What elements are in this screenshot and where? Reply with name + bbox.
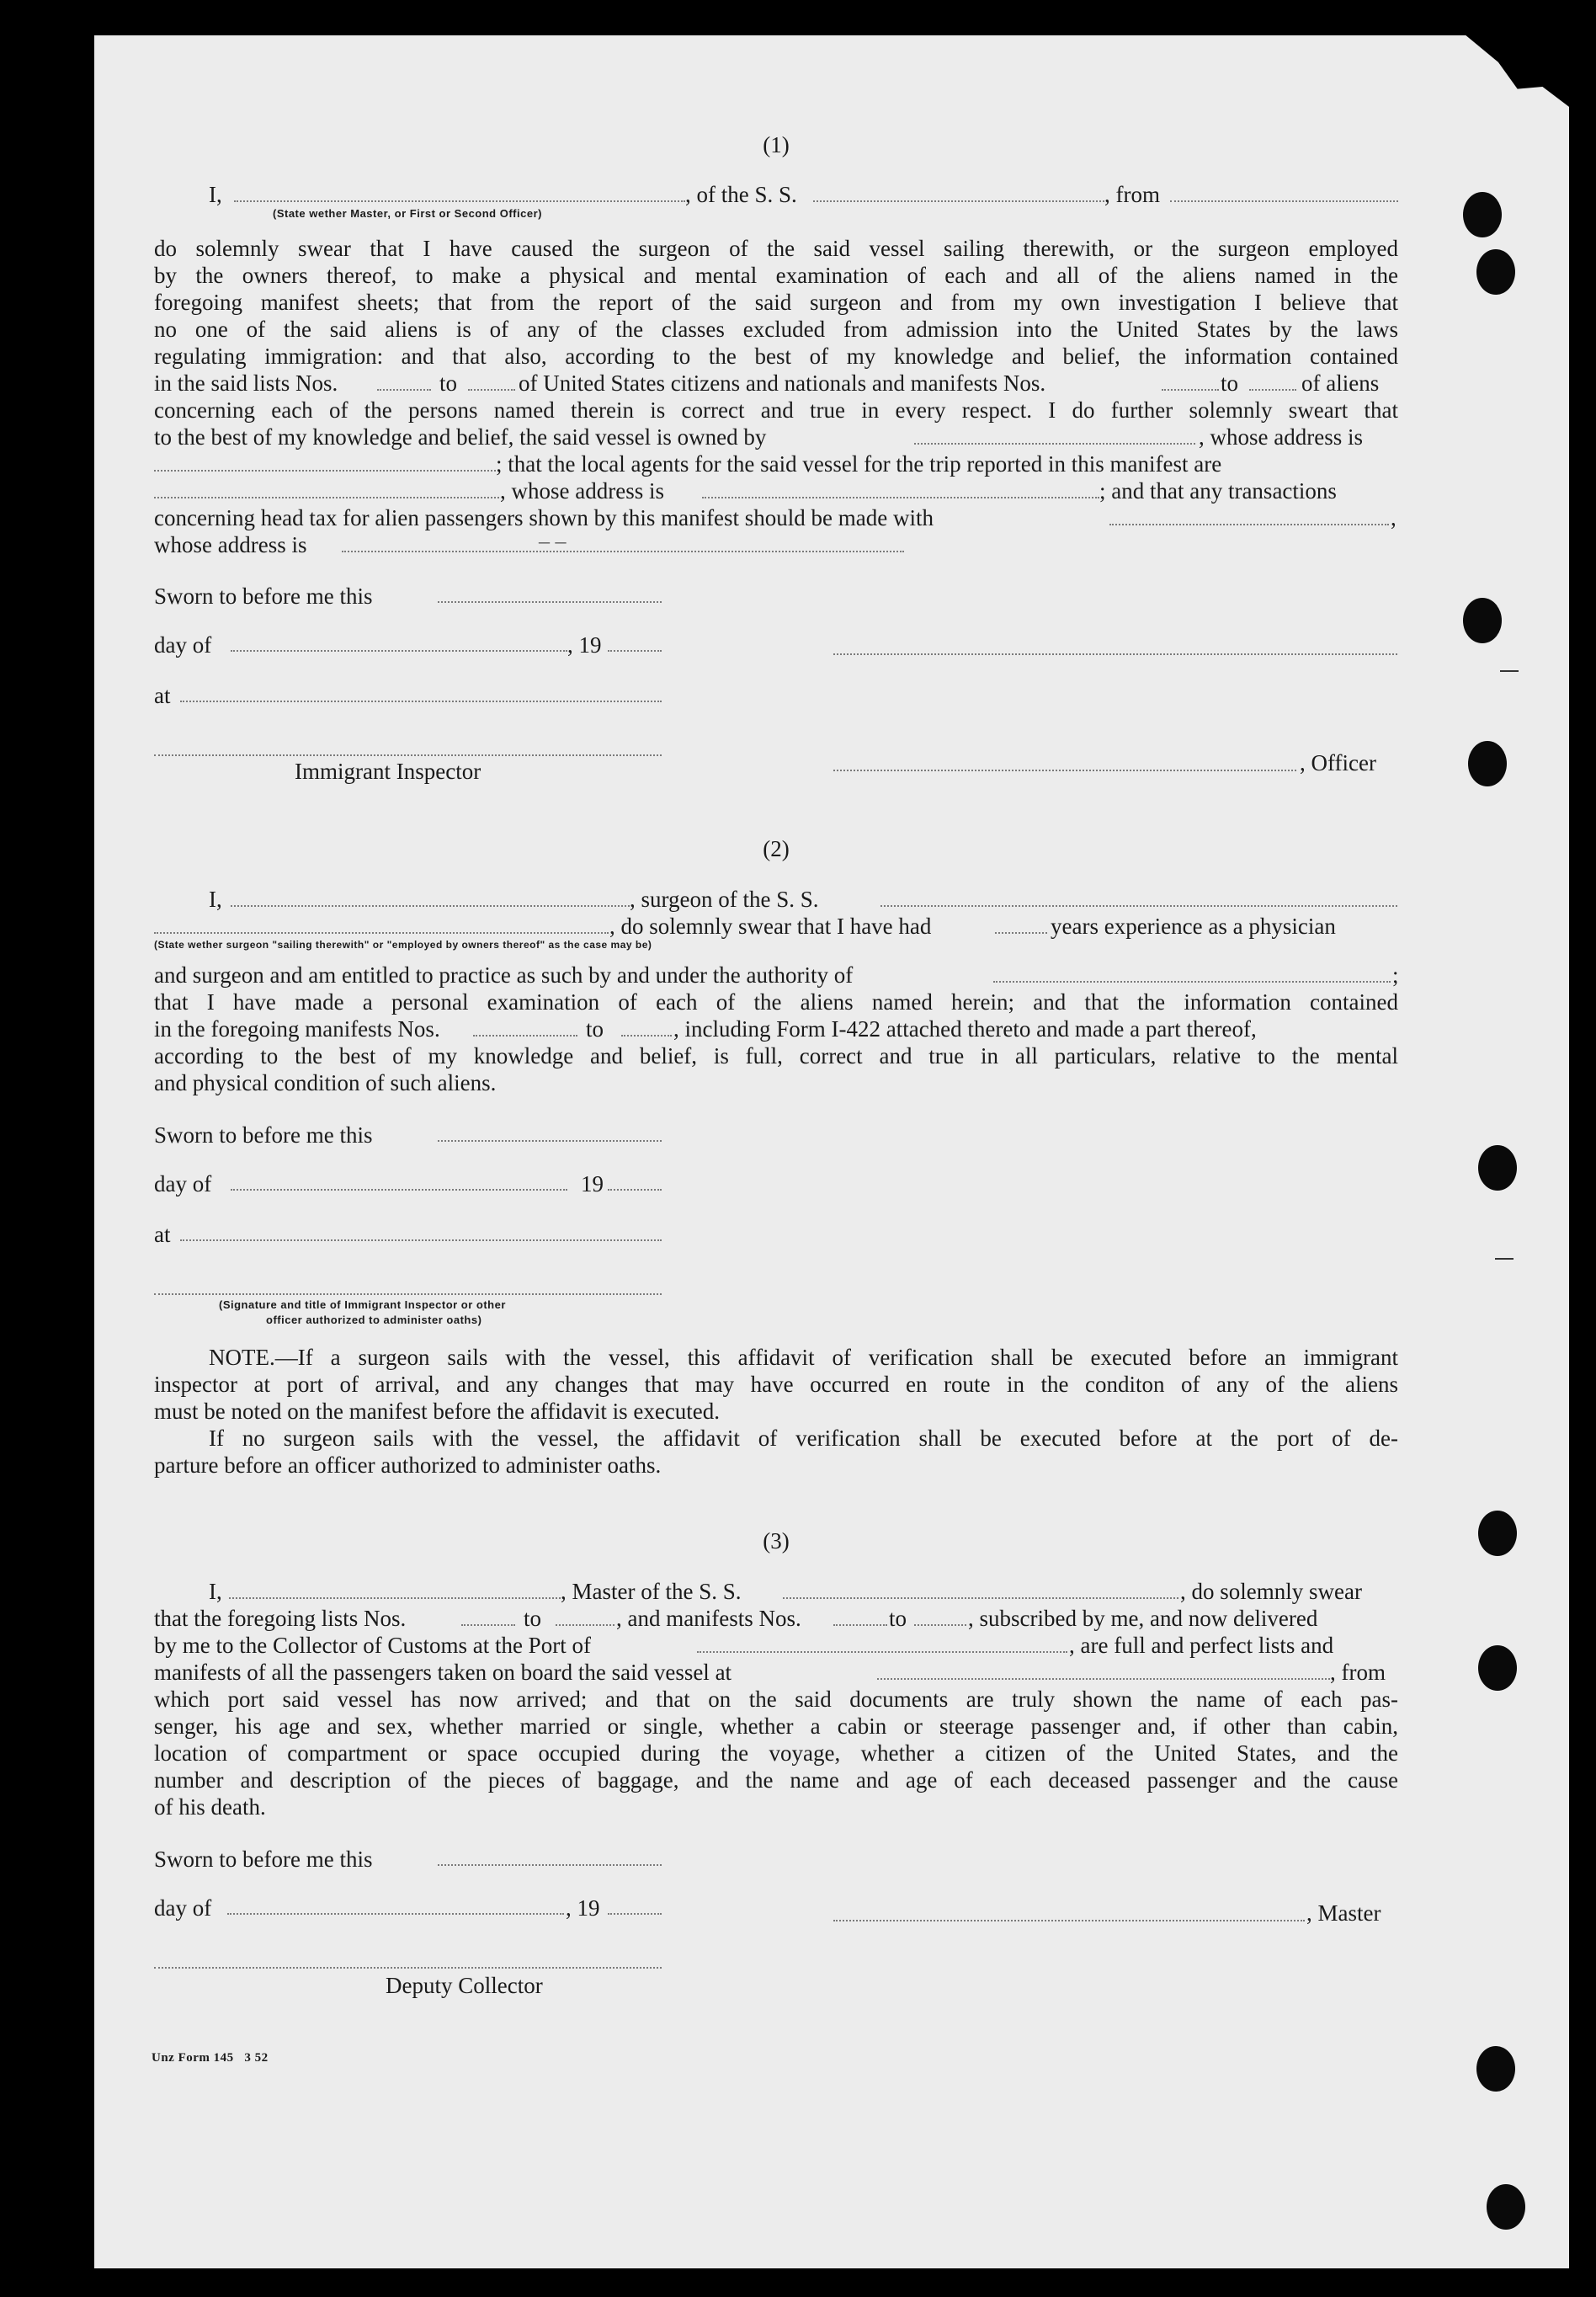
- surgeon-oath-text: in the foregoing manifests Nos.: [154, 1016, 440, 1042]
- punch-hole: [1487, 2184, 1525, 2230]
- master-oath-text: to: [889, 1606, 907, 1631]
- place-field[interactable]: [180, 1239, 662, 1241]
- master-oath-text: manifests of all the passengers taken on board the said vessel at: [154, 1660, 732, 1685]
- year-field[interactable]: [608, 1189, 662, 1191]
- sworn-day-field[interactable]: [438, 1864, 662, 1866]
- year-field[interactable]: [608, 1913, 662, 1915]
- day-of-label: day of: [154, 632, 212, 658]
- month-field[interactable]: [227, 1913, 564, 1915]
- embarkation-port-field[interactable]: [877, 1678, 1330, 1680]
- oath-text: , whose address is: [1199, 424, 1363, 450]
- head-tax-contact-field[interactable]: [1109, 524, 1389, 525]
- years-experience-field[interactable]: [995, 932, 1047, 934]
- signature-caption: officer authorized to administer oaths): [266, 1314, 482, 1326]
- manifests-to-field[interactable]: [621, 1035, 672, 1037]
- surgeon-oath-line: according to the best of my knowledge and belief, is full, correct and true in all particulars, relative to the mental: [154, 1043, 1398, 1069]
- place-field[interactable]: [180, 701, 662, 702]
- local-agents-field[interactable]: [154, 497, 499, 498]
- oath-text: ; and that any transactions: [1099, 478, 1337, 504]
- master-oath-text: by me to the Collector of Customs at the Port of: [154, 1633, 591, 1658]
- at-label: at: [154, 1222, 171, 1247]
- master-oath-text: , do solemnly swear: [1180, 1579, 1362, 1604]
- customs-port-field[interactable]: [697, 1651, 1067, 1653]
- vessel-name-field[interactable]: [813, 200, 1104, 202]
- manifests-from-field[interactable]: [1162, 389, 1219, 391]
- officer-name-field[interactable]: [234, 200, 685, 202]
- oath-text: ; that the local agents for the said vessel for the trip reported in this manifest are: [496, 451, 1222, 477]
- lists-to-field[interactable]: [468, 389, 515, 391]
- surgeon-status-field[interactable]: [154, 932, 609, 934]
- master-oath-line: senger, his age and sex, whether married or single, whether a cabin or steerage passenger and, if other than cabin,: [154, 1713, 1398, 1739]
- sworn-label: Sworn to before me this: [154, 1847, 373, 1872]
- surgeon-oath-text: and physical condition of such aliens.: [154, 1070, 497, 1095]
- surgeon-oath-text: I,: [209, 887, 222, 912]
- officer-label: , Officer: [1300, 750, 1376, 775]
- punch-hole: [1476, 2046, 1515, 2092]
- collector-signature-field[interactable]: [154, 1967, 662, 1969]
- master-oath-text: to: [524, 1606, 542, 1631]
- year-field[interactable]: [608, 650, 662, 652]
- master-oath-text: that the foregoing lists Nos.: [154, 1606, 407, 1631]
- master-oath-text: , Master of the S. S.: [561, 1579, 742, 1604]
- surgeon-oath-text: , surgeon of the S. S.: [630, 887, 819, 912]
- officer-caption: (State wether Master, or First or Second Officer): [273, 207, 542, 220]
- lists-from-field[interactable]: [377, 389, 431, 391]
- officer-signature-field[interactable]: [833, 653, 1397, 655]
- departure-port-field[interactable]: [1170, 200, 1398, 202]
- section-number: (1): [763, 132, 790, 157]
- punch-hole: [1463, 192, 1502, 237]
- surgeon-oath-text: , including Form I-422 attached thereto and made a part thereof,: [673, 1016, 1257, 1042]
- section-number: (2): [763, 836, 790, 861]
- month-field[interactable]: [231, 650, 567, 652]
- oath-text: of aliens: [1301, 370, 1380, 396]
- surgeon-oath-text: to: [586, 1016, 604, 1042]
- oath-text: concerning head tax for alien passengers shown by this manifest should be made with: [154, 505, 934, 530]
- oath-text: whose address is: [154, 532, 307, 557]
- oath-intro-vessel-label: , of the S. S.: [685, 182, 797, 207]
- sworn-day-field[interactable]: [438, 601, 662, 603]
- agents-address-field[interactable]: [702, 497, 1099, 498]
- edge-mark: [1495, 1258, 1514, 1260]
- master-label: , Master: [1306, 1900, 1381, 1926]
- surgeon-caption: (State wether surgeon "sailing therewith" or "employed by owners thereof" as the case may be): [154, 939, 652, 951]
- note-text: inspector at port of arrival, and any changes that may have occurred en route in the conditon of any of the aliens: [154, 1372, 1398, 1397]
- punch-hole: [1478, 1645, 1517, 1691]
- year-label: 19: [581, 1171, 604, 1196]
- oath-text: in the said lists Nos.: [154, 370, 338, 396]
- master-name-field[interactable]: [229, 1597, 561, 1599]
- manifests-to-field[interactable]: [1249, 389, 1296, 391]
- section-number: (3): [763, 1528, 790, 1554]
- year-label: , 19: [566, 1895, 600, 1921]
- lists-from-field[interactable]: [461, 1624, 515, 1626]
- year-label: , 19: [567, 632, 602, 658]
- surgeon-name-field[interactable]: [231, 905, 630, 907]
- oath-text-line: by the owners thereof, to make a physical and mental examination of each and all of the aliens named in the: [154, 263, 1398, 288]
- punch-hole: [1476, 249, 1515, 295]
- note-text: must be noted on the manifest before the affidavit is executed.: [154, 1399, 721, 1424]
- master-oath-text: of his death.: [154, 1794, 266, 1820]
- master-oath-line: which port said vessel has now arrived; and that on the said documents are truly shown the name of each pas-: [154, 1687, 1398, 1712]
- form-id: Unz Form 145 3 52: [152, 2051, 269, 2065]
- oath-intro: I,: [209, 182, 222, 207]
- sworn-day-field[interactable]: [438, 1140, 662, 1142]
- oath-text: to: [1221, 370, 1239, 396]
- master-oath-text: I,: [209, 1579, 222, 1604]
- edge-mark: [1500, 670, 1519, 672]
- punch-hole: [1463, 598, 1502, 643]
- master-oath-text: , and manifests Nos.: [616, 1606, 801, 1631]
- master-oath-line: location of compartment or space occupied during the voyage, whether a citizen of the United States, and the: [154, 1740, 1398, 1766]
- officer-title-field[interactable]: [833, 770, 1296, 771]
- note-text: If no surgeon sails with the vessel, the affidavit of verification shall be executed before at the port of de-: [209, 1426, 1398, 1451]
- oath-text: , whose address is: [500, 478, 664, 504]
- note-text: NOTE.—If a surgeon sails with the vessel, this affidavit of verification shall be executed before an immigrant: [209, 1345, 1398, 1370]
- master-oath-text: , are full and perfect lists and: [1069, 1633, 1334, 1658]
- surgeon-vessel-field[interactable]: [880, 905, 1397, 907]
- oath-text-line: regulating immigration: and that also, according to the best of my knowledge and belief, the information contained: [154, 344, 1398, 369]
- owner-address-field[interactable]: [154, 470, 496, 472]
- inspector-signature-field[interactable]: [154, 1293, 662, 1295]
- lists-to-field[interactable]: [556, 1624, 614, 1626]
- oath-intro-from-label: , from: [1104, 182, 1160, 207]
- signature-caption: (Signature and title of Immigrant Inspector or other: [219, 1298, 506, 1311]
- surgeon-oath-text: and surgeon and am entitled to practice as such by and under the authority of: [154, 962, 854, 988]
- authority-field[interactable]: [993, 981, 1391, 983]
- manifests-to-field[interactable]: [914, 1624, 966, 1626]
- sworn-label: Sworn to before me this: [154, 1122, 373, 1148]
- master-vessel-field[interactable]: [783, 1597, 1178, 1599]
- note-text: parture before an officer authorized to administer oaths.: [154, 1452, 662, 1478]
- master-oath-text: , subscribed by me, and now delivered: [968, 1606, 1318, 1631]
- sworn-label: Sworn to before me this: [154, 584, 373, 609]
- month-field[interactable]: [231, 1189, 567, 1191]
- master-oath-text: , from: [1330, 1660, 1386, 1685]
- oath-text-line: concerning each of the persons named therein is correct and true in every respect. I do further solemnly sweart that: [154, 397, 1398, 423]
- oath-text: ,: [1391, 505, 1396, 530]
- head-tax-address-field[interactable]: [342, 551, 904, 552]
- punch-hole: [1468, 741, 1507, 786]
- ink-mark: – –: [539, 529, 567, 553]
- oath-text-line: do solemnly swear that I have caused the surgeon of the said vessel sailing therewith, or the surgeon employed: [154, 236, 1398, 261]
- master-signature-field[interactable]: [833, 1920, 1305, 1921]
- inspector-label: Immigrant Inspector: [295, 759, 481, 784]
- oath-text: of United States citizens and nationals and manifests Nos.: [519, 370, 1046, 396]
- oath-text-line: no one of the said aliens is of any of the classes excluded from admission into the United States by the laws: [154, 317, 1398, 342]
- surgeon-oath-text: years experience as a physician: [1051, 914, 1336, 939]
- day-of-label: day of: [154, 1171, 212, 1196]
- master-oath-line: number and description of the pieces of baggage, and the name and age of each deceased passenger and the cause: [154, 1767, 1398, 1793]
- oath-text: to the best of my knowledge and belief, the said vessel is owned by: [154, 424, 767, 450]
- oath-text: to: [439, 370, 458, 396]
- inspector-signature-field[interactable]: [154, 754, 662, 756]
- manifests-from-field[interactable]: [833, 1624, 887, 1626]
- manifests-from-field[interactable]: [473, 1035, 577, 1037]
- surgeon-oath-line: that I have made a personal examination of each of the aliens named herein; and that the information contained: [154, 989, 1398, 1015]
- at-label: at: [154, 683, 171, 708]
- punch-hole: [1478, 1145, 1517, 1191]
- surgeon-oath-text: , do solemnly swear that I have had: [609, 914, 932, 939]
- surgeon-oath-text: ;: [1392, 962, 1399, 988]
- punch-hole: [1478, 1511, 1517, 1556]
- day-of-label: day of: [154, 1895, 212, 1921]
- owner-field[interactable]: [914, 443, 1195, 445]
- collector-label: Deputy Collector: [386, 1973, 543, 1998]
- oath-text-line: foregoing manifest sheets; that from the report of the said surgeon and from my own investigation I believe that: [154, 290, 1398, 315]
